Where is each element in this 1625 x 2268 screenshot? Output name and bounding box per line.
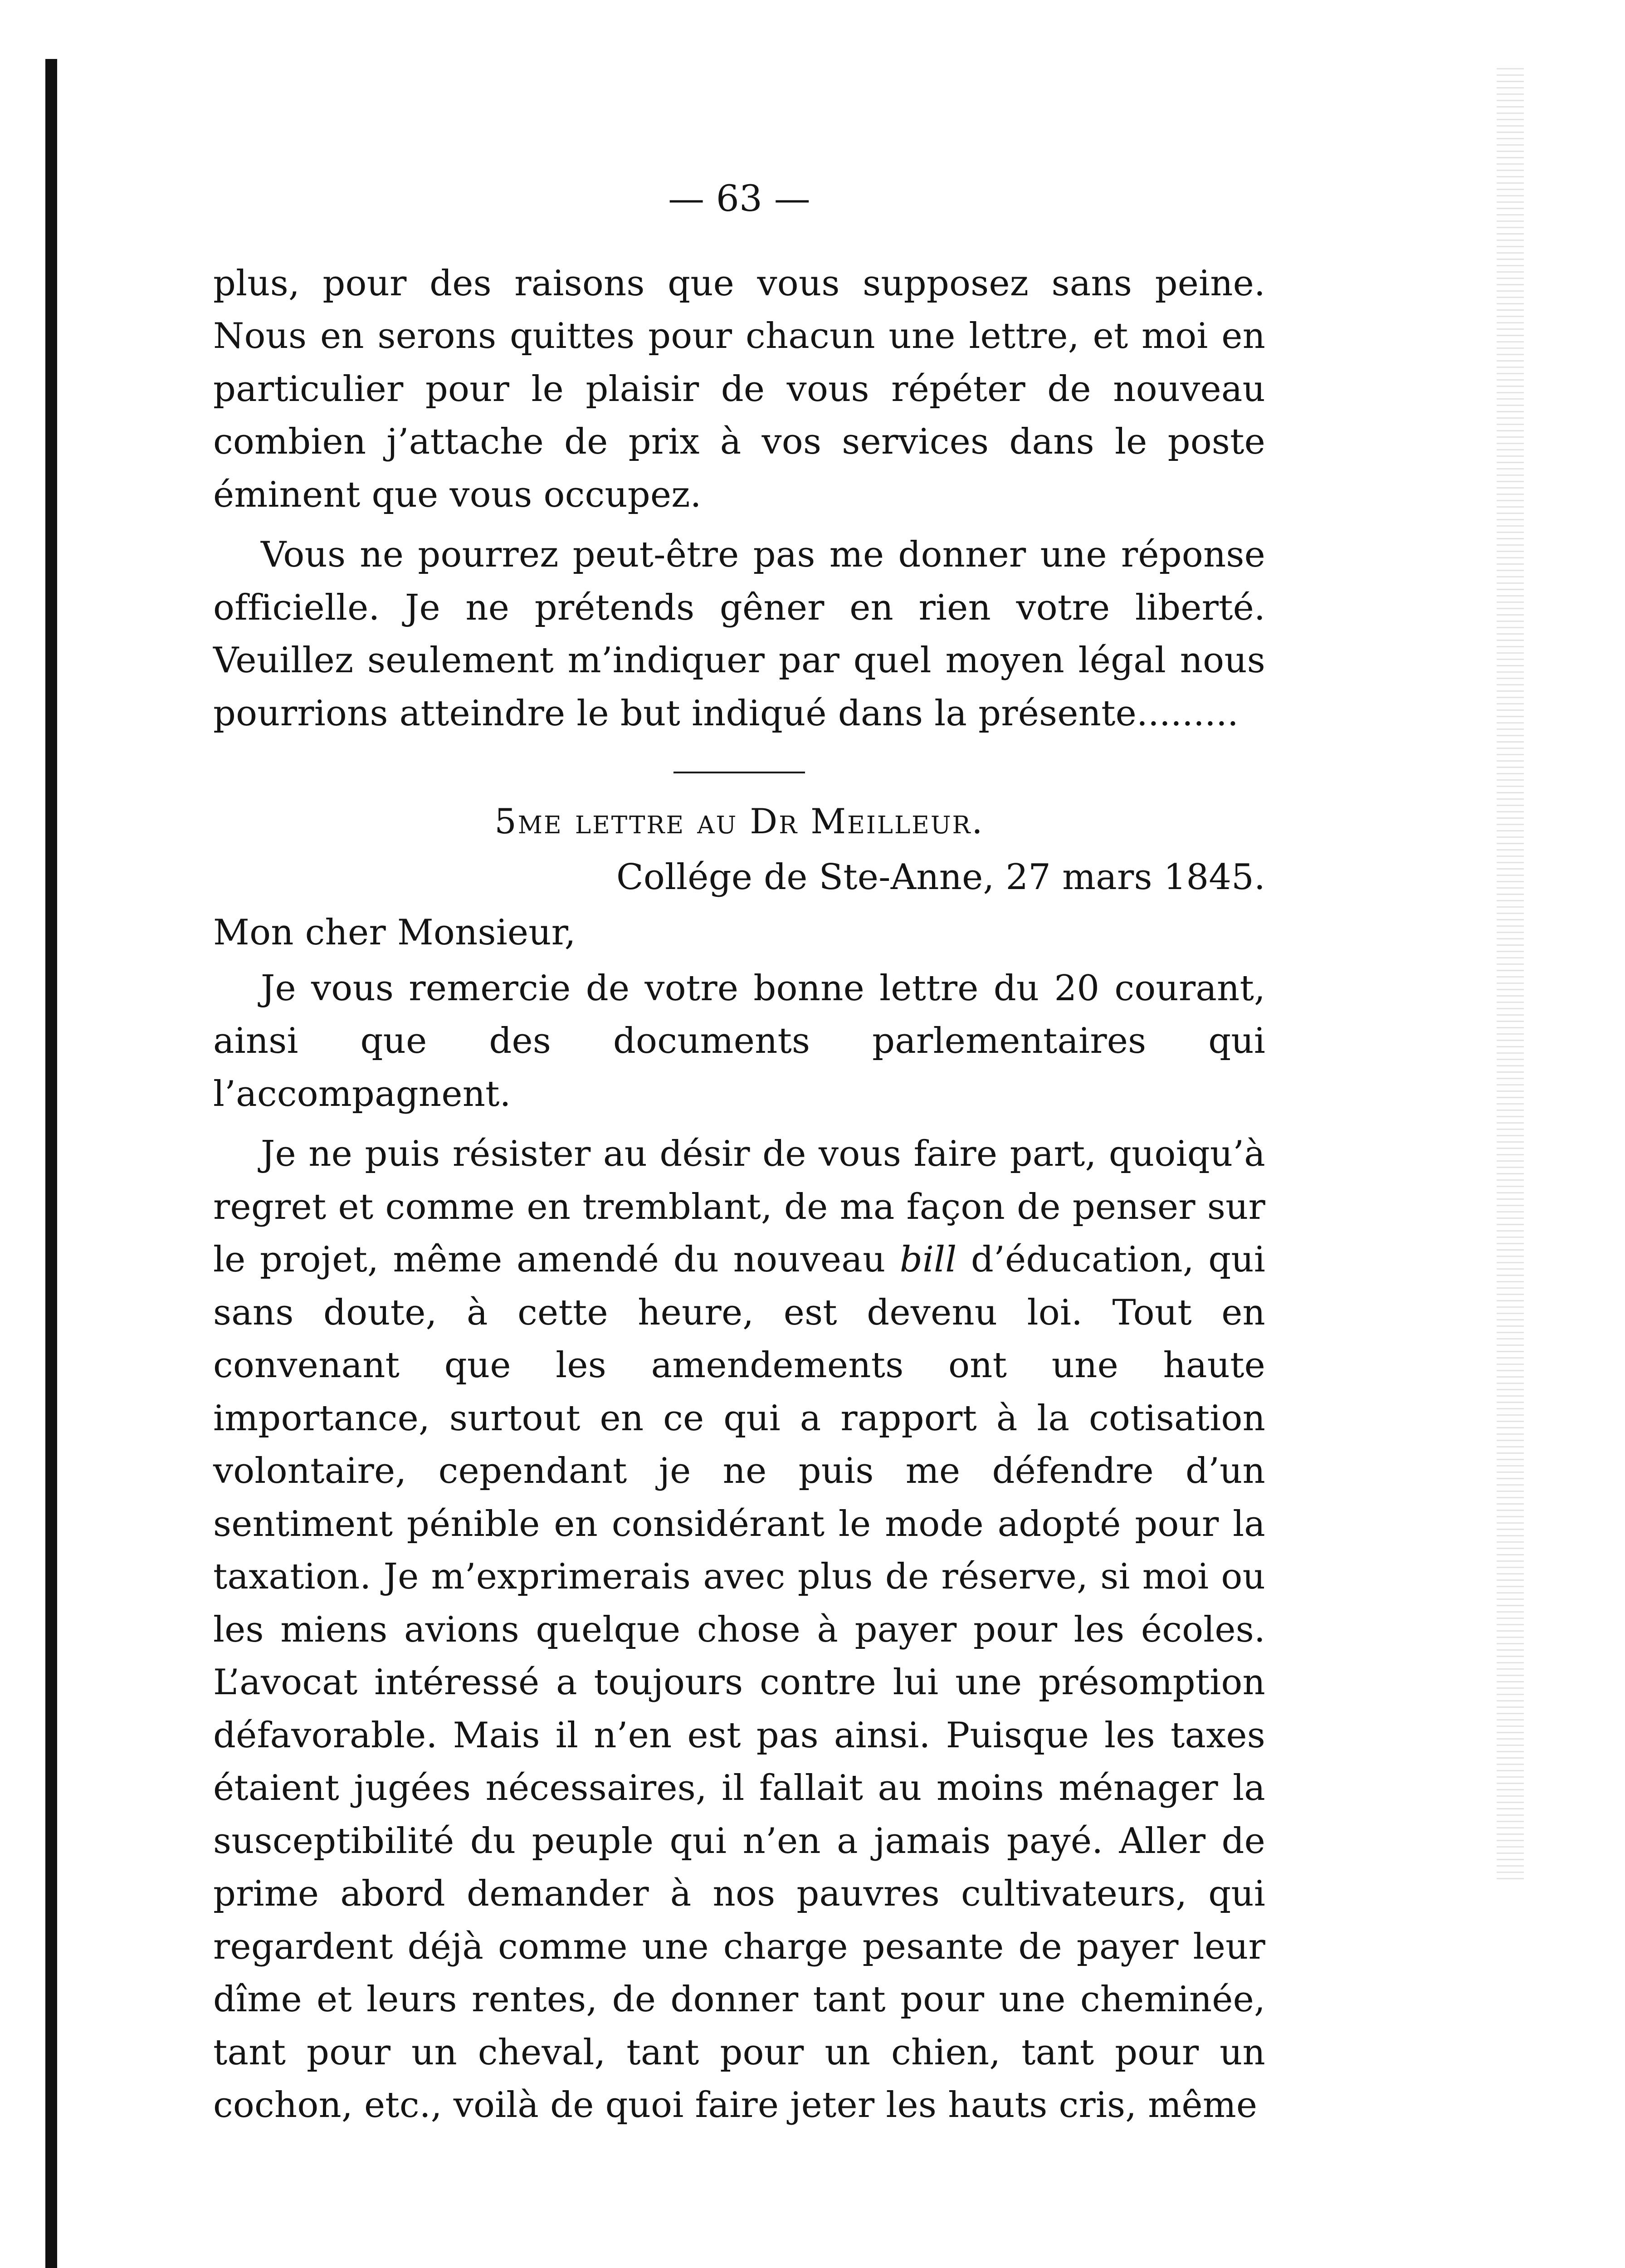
letter-paragraph-taxation xyxy=(213,1128,1265,2132)
italic-term-bill: bill xyxy=(899,1239,957,1280)
letter-paragraph-thanks: Je vous remercie de votre bonne lettre du 20 courant, ainsi que des documents parlementaires qui l’accompagnent. xyxy=(213,968,1265,1114)
scan-edge-noise xyxy=(1497,68,1524,1882)
letter-dateline: Collége de Ste-Anne, 27 mars 1845. xyxy=(616,856,1265,898)
paragraph-text-start: Je ne puis résister au désir de vous faire part, quoiqu’à regret et comme en tremblant, de ma façon de penser sur le projet, même amendé du nouveau xyxy=(213,1134,1265,1280)
paragraph-text-rest: d’éducation, qui sans doute, à cette heure, est devenu loi. Tout en convenant que les amendements ont une haute importance, surtout en ce qui a rapport à la cotisation volontaire, cependant je ne puis me défendre d’un sentiment pénible en considérant le mode adopté pour la taxation. Je m’exprimerais avec plus de réserve, si moi ou les miens avions quelque chose à payer pour les écoles. L’avocat intéressé a toujours contre lui une présomption défavorable. Mais il n’en est pas ainsi. Puisque les taxes étaient jugées nécessaires, il fallait au moins ménager la susceptibilité du peuple qui n’en a jamais payé. Aller de prime abord demander à nos pauvres cultivateurs, qui regardent déjà comme une charge pesante de payer leur dîme et leurs rentes, de donner tant pour une cheminée, tant pour un cheval, tant pour un chien, tant pour un cochon, etc., voilà de quoi faire jeter les hauts cris, même xyxy=(213,1239,1265,2126)
letter-salutation: Mon cher Monsieur, xyxy=(213,912,576,953)
scan-binding-edge xyxy=(45,59,57,2268)
paragraph-reply-request: Vous ne pourrez peut-être pas me donner une réponse officielle. Je ne prétends gêner en rien votre liberté. Veuillez seulement m’indiquer par quel moyen légal nous pourrions atteindre le but indiqué dans la présente......... xyxy=(213,534,1265,734)
book-page xyxy=(213,172,1265,2139)
paragraph-continuation: plus, pour des raisons que vous supposez sans peine. Nous en serons quittes pour chacun une lettre, et moi en particulier pour le plaisir de vous répéter de nouveau combien j’attache de prix à vos services dans le poste éminent que vous occupez. xyxy=(213,263,1265,515)
page-number: — 63 — xyxy=(668,177,810,220)
section-divider xyxy=(673,772,805,773)
letter-heading: 5me lettre au Dr Meilleur. xyxy=(494,801,984,841)
